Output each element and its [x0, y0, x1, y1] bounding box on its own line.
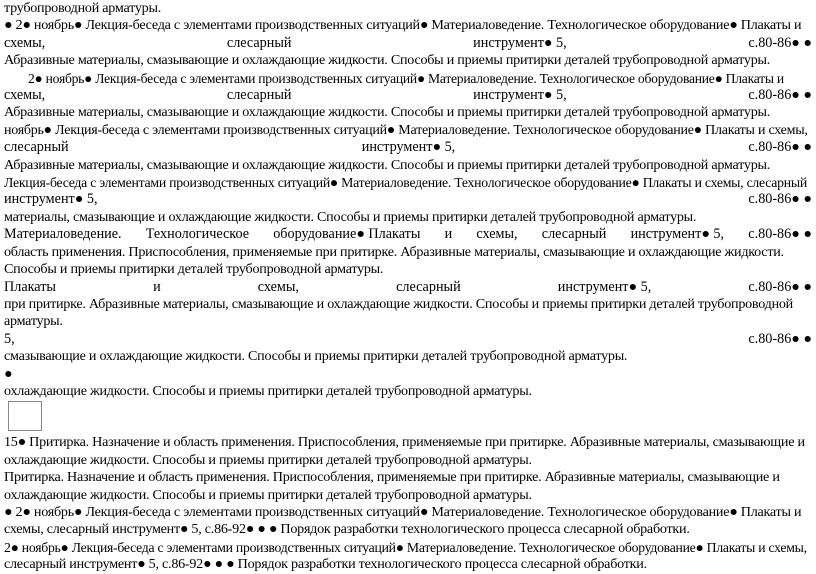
- text-word: инструмент● 5,: [473, 34, 567, 51]
- text-line: материалы, смазывающие и охлаждающие жидкости. Способы и приемы притирки деталей трубопроводной арматуры.: [4, 208, 697, 225]
- text-word: инструмент● 5,: [361, 139, 456, 156]
- text-line: смазывающие и охлаждающие жидкости. Способы и приемы притирки деталей трубопроводной арматуры.: [4, 348, 628, 365]
- text-word: инструмент● 5,: [630, 226, 725, 243]
- text-line: 2● ноябрь● Лекция-беседа с элементами производственных ситуаций● Материаловедение. Технологическое оборудование● Плакаты и: [28, 70, 784, 86]
- text-line: Абразивные материалы, смазывающие и охлаждающие жидкости. Способы и приемы притирки деталей трубопроводной арматуры.: [4, 104, 771, 121]
- text-line: Абразивные материалы, смазывающие и охлаждающие жидкости. Способы и приемы притирки деталей трубопроводной арматуры.: [4, 156, 771, 173]
- text-line: арматуры.: [4, 313, 63, 330]
- text-line: Притирка. Назначение и область применения. Приспособления, применяемые при притирке. Абразивные материалы, смазывающие и: [4, 469, 780, 486]
- text-word: Материаловедение.: [4, 226, 122, 243]
- text-word: инструмент● 5,: [4, 191, 98, 208]
- text-word: с.80-86● ●: [748, 87, 812, 104]
- text-word: 5,: [4, 330, 15, 347]
- text-word: слесарный: [4, 139, 69, 156]
- text-word: слесарный: [541, 226, 607, 243]
- text-word: схемы,: [476, 226, 518, 243]
- text-line-justified: [4, 35, 812, 52]
- text-line: 2● ноябрь● Лекция-беседа с элементами производственных ситуаций● Материаловедение. Технологическое оборудование● Плакаты и схемы,: [4, 539, 807, 555]
- text-word: с.80-86● ●: [748, 330, 812, 347]
- text-word: с.80-86● ●: [748, 34, 812, 51]
- text-word: схемы,: [4, 34, 46, 51]
- text-line: Абразивные материалы, смазывающие и охлаждающие жидкости. Способы и приемы притирки деталей трубопроводной арматуры.: [4, 52, 771, 69]
- text-line: 15● Притирка. Назначение и область применения. Приспособления, применяемые при притирке. Абразивные материалы, смазывающие и: [4, 434, 805, 451]
- text-line-justified: [4, 226, 812, 243]
- text-word: с.80-86● ●: [748, 278, 812, 295]
- text-line: трубопроводной арматуры.: [4, 0, 161, 16]
- text-word: и: [153, 278, 161, 295]
- text-word: слесарный: [396, 278, 461, 295]
- empty-table-cell: [8, 401, 42, 431]
- text-line: Лекция-беседа с элементами производственных ситуаций● Материаловедение. Технологическое оборудование● Плакаты и схемы, слесарный: [4, 175, 808, 191]
- text-word: с.80-86● ●: [748, 191, 812, 208]
- text-word: схемы,: [4, 87, 46, 104]
- text-line-justified: [4, 191, 812, 208]
- text-line-justified: [4, 87, 812, 104]
- text-line-justified: [4, 331, 812, 348]
- text-line: ● 2● ноябрь● Лекция-беседа с элементами производственных ситуаций● Материаловедение. Технологическое оборудование● Плакаты и: [4, 17, 802, 34]
- text-line: схемы, слесарный инструмент● 5, с.86-92● ● ● Порядок разработки технологического процесса слесарной обработки.: [4, 521, 690, 538]
- text-line: слесарный инструмент● 5, с.86-92● ● ● Порядок разработки технологического процесса слесарной обработки.: [4, 556, 647, 573]
- text-word: с.80-86● ●: [748, 139, 812, 156]
- text-word: с.80-86● ●: [748, 226, 812, 243]
- text-line-justified: [4, 279, 812, 296]
- text-line: охлаждающие жидкости. Способы и приемы притирки деталей трубопроводной арматуры.: [4, 486, 532, 503]
- text-word: и: [444, 226, 453, 243]
- text-word: схемы,: [257, 278, 299, 295]
- text-word: Плакаты: [4, 278, 56, 295]
- text-line: ● 2● ноябрь● Лекция-беседа с элементами производственных ситуаций● Материаловедение. Технологическое оборудование● Плакаты и: [4, 503, 802, 520]
- text-word: инструмент● 5,: [473, 87, 567, 104]
- text-word: Технологическое: [145, 226, 250, 243]
- text-word: слесарный: [226, 34, 292, 51]
- text-line: охлаждающие жидкости. Способы и приемы притирки деталей трубопроводной арматуры.: [4, 451, 532, 468]
- text-line: ноябрь● Лекция-беседа с элементами производственных ситуаций● Материаловедение. Технологическое оборудование● Плакаты и схемы,: [4, 122, 808, 138]
- text-word: оборудование● Плакаты: [273, 226, 421, 243]
- text-word: инструмент● 5,: [557, 278, 652, 295]
- text-line-justified: [4, 139, 812, 156]
- text-line: при притирке. Абразивные материалы, смазывающие и охлаждающие жидкости. Способы и приемы притирки деталей трубопроводной: [4, 295, 793, 312]
- text-line: охлаждающие жидкости. Способы и приемы притирки деталей трубопроводной арматуры.: [4, 382, 532, 399]
- text-line: область применения. Приспособления, применяемые при притирке. Абразивные материалы, смазывающие и охлаждающие жидкости.: [4, 243, 784, 260]
- text-line: Способы и приемы притирки деталей трубопроводной арматуры.: [4, 261, 384, 278]
- text-word: слесарный: [226, 87, 292, 104]
- bullet-line: ●: [4, 365, 13, 382]
